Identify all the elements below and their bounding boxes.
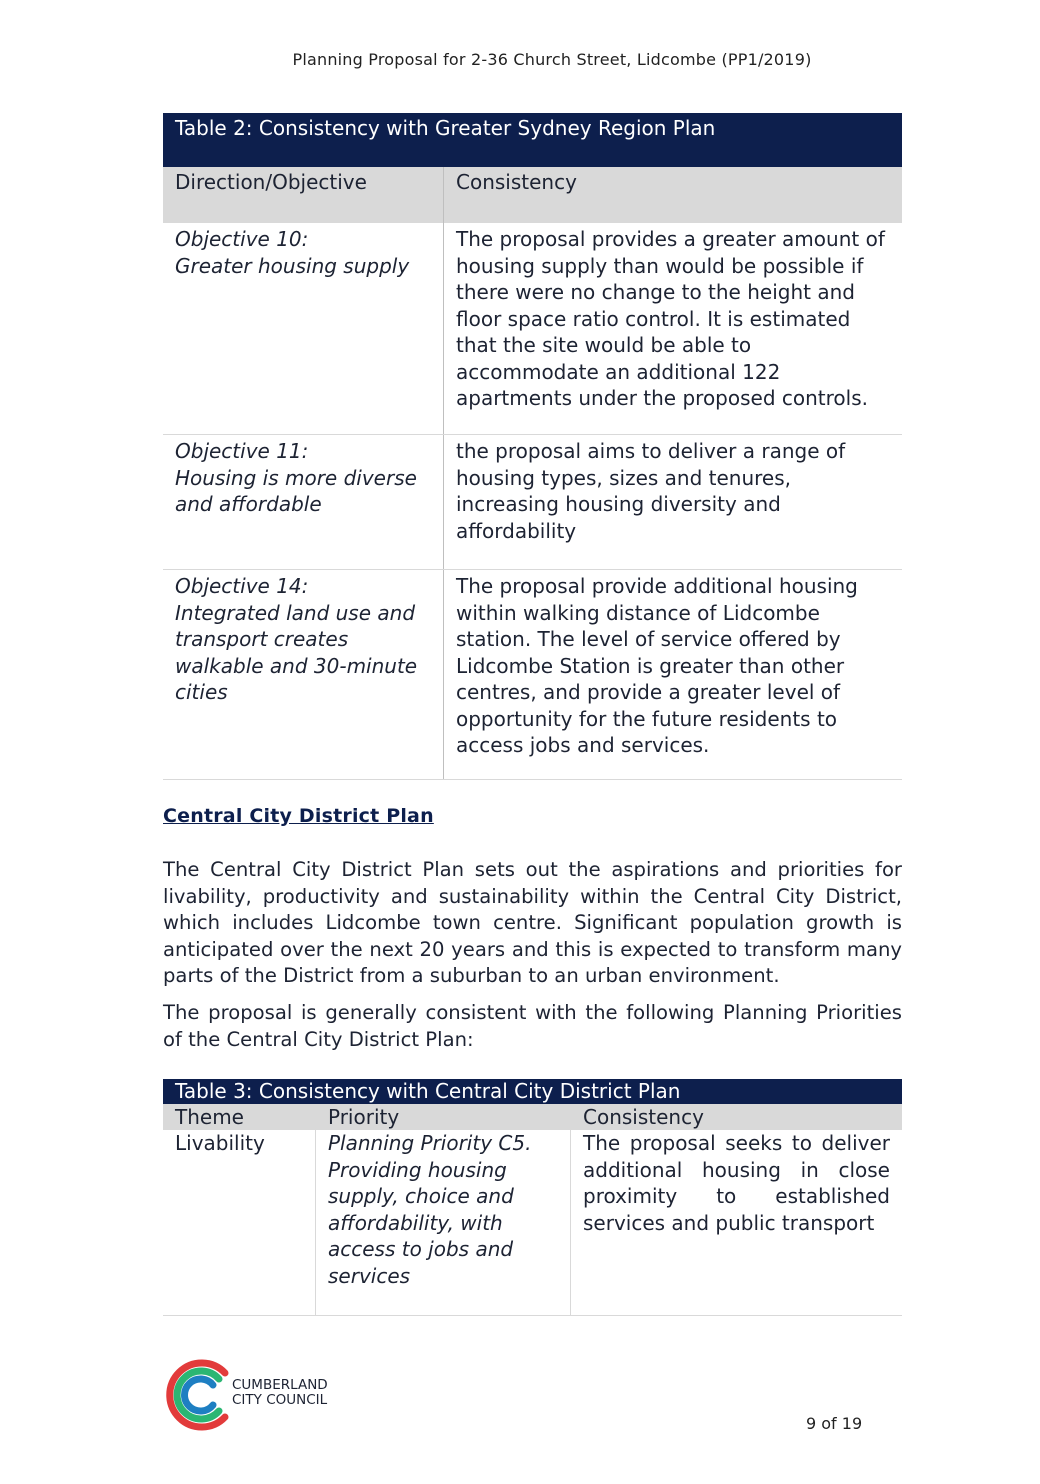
table2-header-consistency: Consistency xyxy=(444,167,903,223)
table2-caption: Table 2: Consistency with Greater Sydney Region Plan xyxy=(163,113,902,167)
objective-cell: Objective 14: Integrated land use and transport creates walkable and 30-minute cities xyxy=(163,570,444,780)
body-paragraph: The proposal is generally consistent with the following Planning Priorities of the Central City District Plan: xyxy=(163,1001,902,1051)
table-row xyxy=(163,1130,902,1316)
theme-cell: Livability xyxy=(163,1130,316,1316)
running-header: Planning Proposal for 2-36 Church Street, Lidcombe (PP1/2019) xyxy=(292,50,812,69)
section-heading: Central City District Plan xyxy=(163,805,434,827)
table3-header-consistency: Consistency xyxy=(571,1104,903,1130)
table-central-city-district-plan xyxy=(163,1079,902,1316)
table3-caption: Table 3: Consistency with Central City District Plan xyxy=(163,1079,902,1104)
table-row xyxy=(163,435,902,570)
table2-header-direction: Direction/Objective xyxy=(163,167,444,223)
consistency-cell: the proposal aims to deliver a range of housing types, sizes and tenures, increasing housing diversity and affordability xyxy=(444,435,903,570)
objective-cell: Objective 10: Greater housing supply xyxy=(163,223,444,435)
table3-header-priority: Priority xyxy=(316,1104,571,1130)
priority-cell: Planning Priority C5. Providing housing supply, choice and affordability, with access to jobs and services xyxy=(316,1130,571,1316)
consistency-cell: The proposal provides a greater amount of housing supply than would be possible if there were no change to the height and floor space ratio control. It is estimated that the site would be able to accommodate an additional 122 apartments under the proposed controls. xyxy=(444,223,903,435)
page-number: 9 of 19 xyxy=(806,1414,863,1433)
objective-cell: Objective 11: Housing is more diverse and affordable xyxy=(163,435,444,570)
logo-wordmark: CUMBERLAND CITY COUNCIL xyxy=(232,1377,328,1408)
table3-header-theme: Theme xyxy=(163,1104,316,1130)
table-row xyxy=(163,223,902,435)
table-row xyxy=(163,570,902,780)
consistency-cell: The proposal seeks to deliver additional housing in close proximity to established services and public transport xyxy=(571,1130,903,1316)
cumberland-logo-icon xyxy=(163,1355,243,1435)
consistency-cell: The proposal provide additional housing within walking distance of Lidcombe station. The level of service offered by Lidcombe Station is greater than other centres, and provide a greater level of opportunity for the future residents to access jobs and services. xyxy=(444,570,903,780)
body-paragraph: The Central City District Plan sets out the aspirations and priorities for livability, productivity and sustainability within the Central City District, which includes Lidcombe town centre. Significant population growth is anticipated over the next 20 years and this is expected to transform many parts of the District from a suburban to an urban environment. xyxy=(163,858,902,987)
table-greater-sydney-region-plan xyxy=(163,113,902,780)
